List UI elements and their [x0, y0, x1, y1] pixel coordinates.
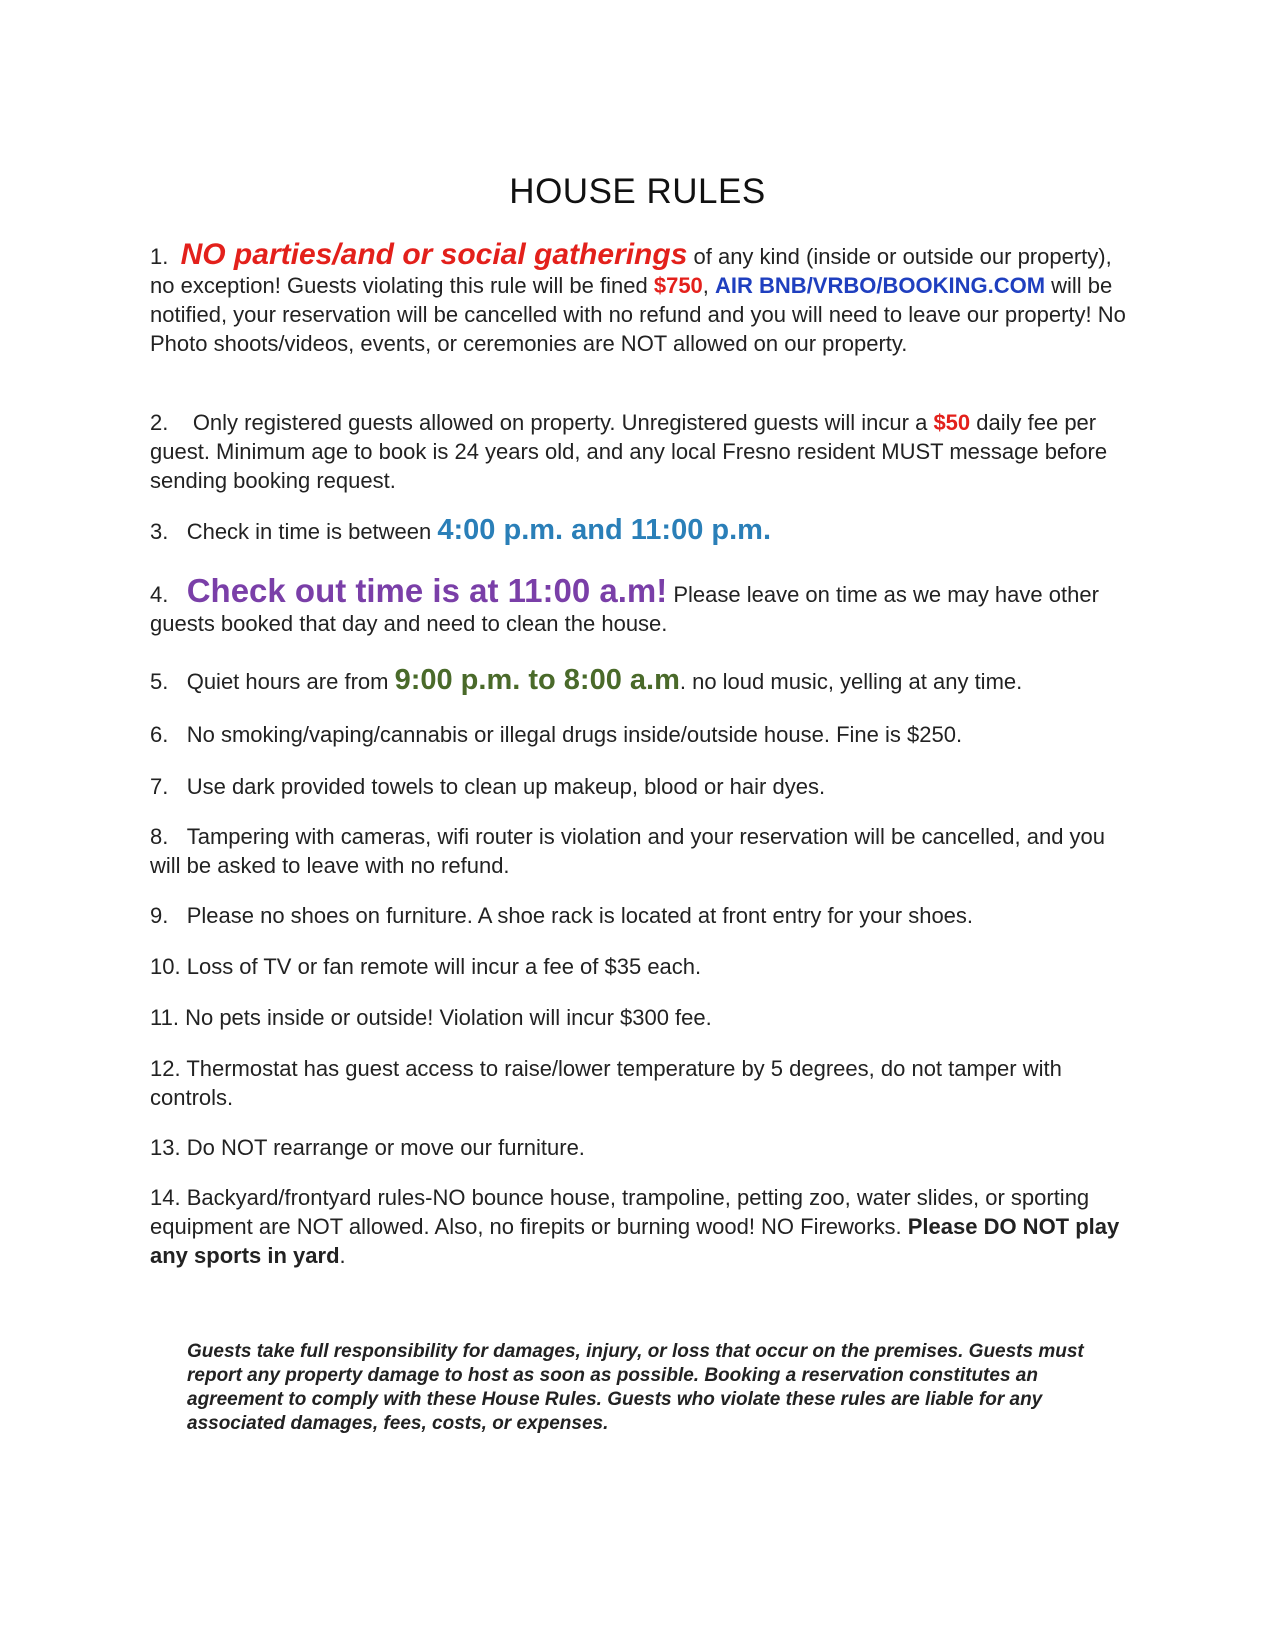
- rule-4-headline: Check out time is at 11:00 a.m!: [186, 572, 668, 609]
- rule-1-platforms: AIR BNB/VRBO/BOOKING.COM: [715, 273, 1046, 298]
- rule-2: [150, 408, 1140, 495]
- rule-5-text-a: Quiet hours are from: [186, 669, 395, 694]
- rule-number: 10.: [150, 954, 181, 979]
- rule-14-end: .: [339, 1243, 346, 1268]
- rule-number: 7.: [150, 774, 169, 799]
- rule-14-bold: Please DO NOT play any sports in yard: [150, 1214, 1120, 1268]
- rule-number: 1.: [150, 244, 169, 269]
- rule-number: 13.: [150, 1135, 181, 1160]
- rule-11-text: No pets inside or outside! Violation will incur $300 fee.: [185, 1005, 712, 1030]
- rule-10: [150, 952, 1140, 981]
- rule-number: 14.: [150, 1185, 181, 1210]
- rule-number: 6.: [150, 722, 169, 747]
- rule-4: [150, 572, 1140, 638]
- rule-number: 8.: [150, 824, 169, 849]
- rule-14: [150, 1183, 1140, 1270]
- page-title: HOUSE RULES: [509, 172, 766, 211]
- rule-number: 12.: [150, 1056, 181, 1081]
- rule-2-fee: $50: [933, 410, 971, 435]
- rule-5-text-b: . no loud music, yelling at any time.: [679, 669, 1023, 694]
- rule-6: [150, 720, 1140, 749]
- rule-8: [150, 822, 1140, 880]
- rule-number: 4.: [150, 582, 169, 607]
- rule-1: [150, 240, 1140, 358]
- rule-number: 3.: [150, 519, 169, 544]
- rule-14-text: Backyard/frontyard rules-NO bounce house, trampoline, petting zoo, water slides, or sporting equipment are NOT allowed. Also, no firepits or burning wood! NO Fireworks.: [150, 1185, 1090, 1239]
- rule-1-comma: ,: [702, 273, 716, 298]
- rule-9-text: Please no shoes on furniture. A shoe rack is located at front entry for your shoes.: [186, 903, 974, 928]
- rule-number: 2.: [150, 410, 169, 435]
- rule-2-text-b: daily fee per guest. Minimum age to book is 24 years old, and any local Fresno resident MUST message before sending booking request.: [150, 410, 1108, 493]
- rule-5: [150, 666, 1140, 696]
- rule-5-quiet-hours: 9:00 p.m. to 8:00 a.m: [394, 664, 680, 696]
- rule-7: [150, 772, 1140, 801]
- rule-12: [150, 1054, 1140, 1112]
- rule-11: [150, 1003, 1140, 1032]
- rule-number: 5.: [150, 669, 169, 694]
- rule-8-text: Tampering with cameras, wifi router is violation and your reservation will be cancelled, and you will be asked to leave with no refund.: [150, 824, 1106, 878]
- rule-12-text: Thermostat has guest access to raise/lower temperature by 5 degrees, do not tamper with controls.: [150, 1056, 1062, 1110]
- rule-1-text-a: of any kind (inside or outside our property), no exception! Guests violating this rule will be fined: [150, 244, 1112, 298]
- rule-13-text: Do NOT rearrange or move our furniture.: [186, 1135, 585, 1160]
- rule-number: 9.: [150, 903, 169, 928]
- rule-10-text: Loss of TV or fan remote will incur a fee of $35 each.: [186, 954, 702, 979]
- rule-7-text: Use dark provided towels to clean up makeup, blood or hair dyes.: [186, 774, 826, 799]
- rule-2-text-a: Only registered guests allowed on property. Unregistered guests will incur a: [192, 410, 934, 435]
- rule-6-text: No smoking/vaping/cannabis or illegal drugs inside/outside house. Fine is $250.: [186, 722, 963, 747]
- rule-3-text: Check in time is between: [186, 519, 438, 544]
- rule-13: [150, 1133, 1140, 1162]
- rule-1-headline: NO parties/and or social gatherings: [180, 238, 688, 271]
- disclaimer: Guests take full responsibility for damages, injury, or loss that occur on the premises. Guests must report any property damage to host as soon as possible. Booking a reservation constitutes an agreement to comply with these House Rules. Guests who violate these rules are liable for any associated damages, fees, costs, or expenses.: [187, 1341, 1084, 1434]
- rule-1-fine: $750: [653, 273, 703, 298]
- rule-number: 11.: [150, 1005, 179, 1030]
- rule-4-text: Please leave on time as we may have other guests booked that day and need to clean the house.: [150, 582, 1099, 636]
- rule-9: [150, 901, 1140, 930]
- rule-1-text-b: will be notified, your reservation will be cancelled with no refund and you will need to leave our property! No Photo shoots/videos, events, or ceremonies are NOT allowed on our property.: [150, 273, 1126, 356]
- rule-3: [150, 516, 1140, 546]
- rule-3-checkin-time: 4:00 p.m. and 11:00 p.m.: [437, 514, 772, 546]
